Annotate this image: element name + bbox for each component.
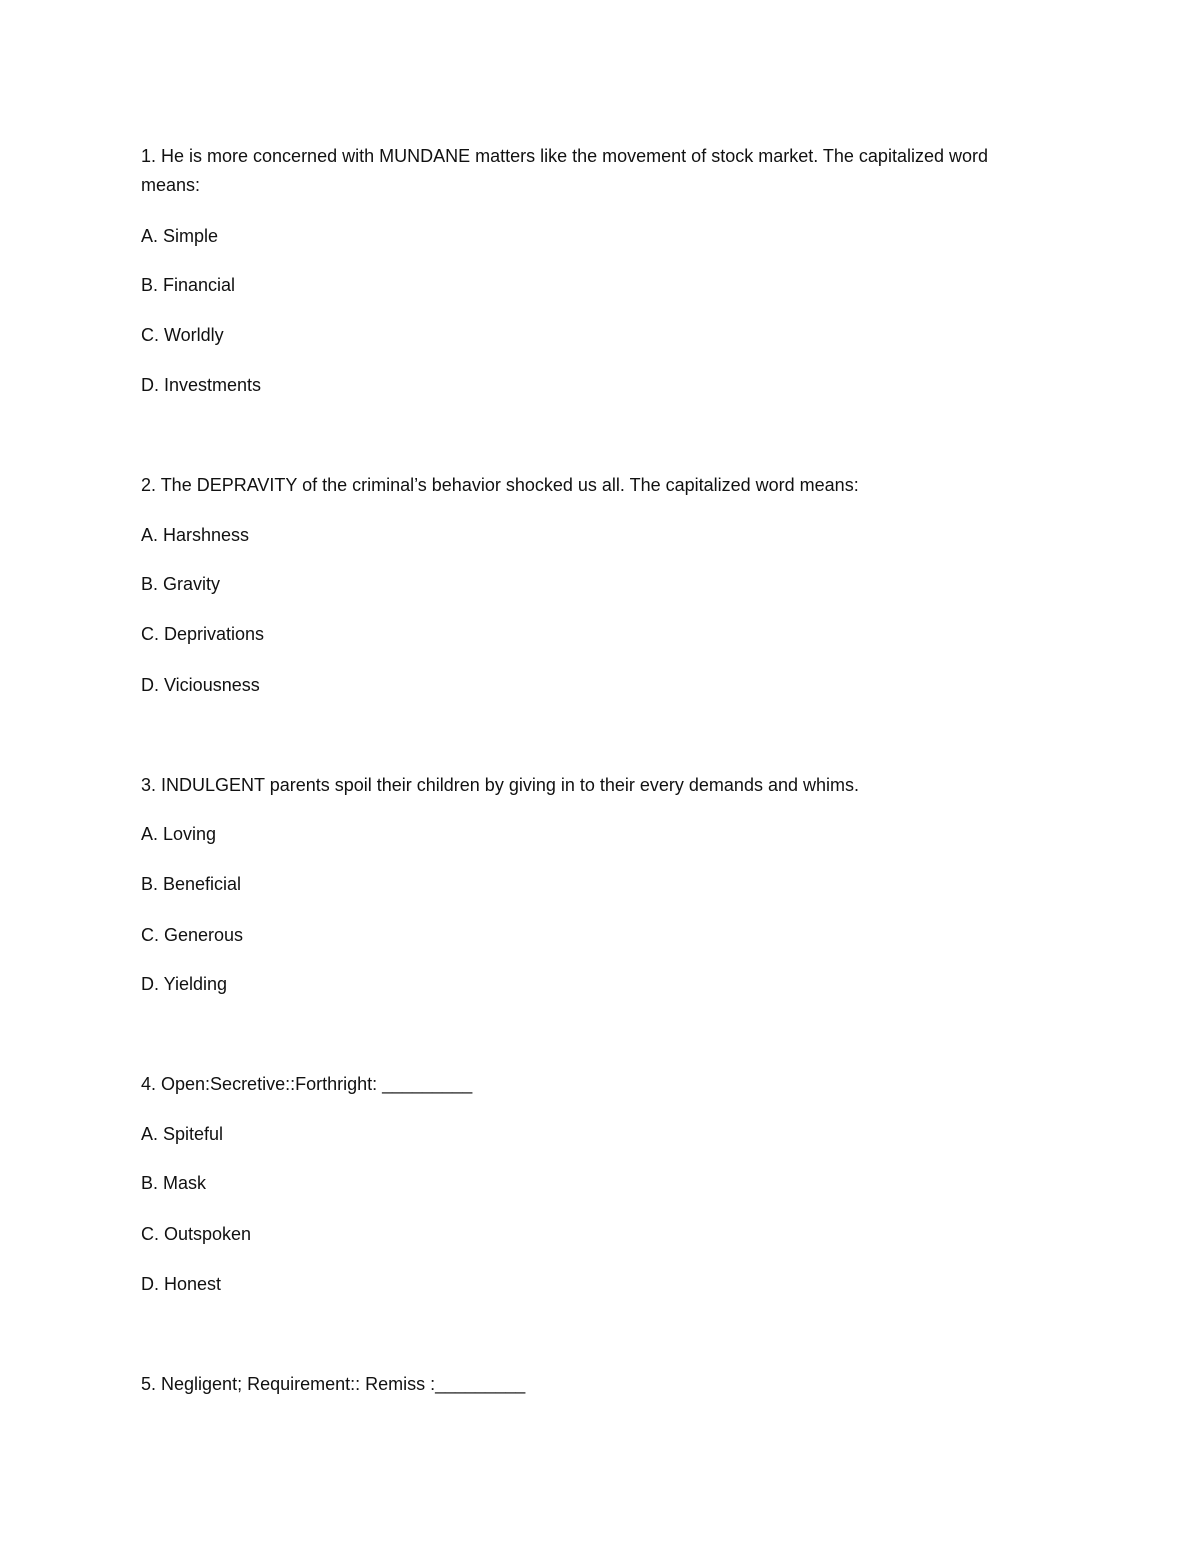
question-4-option-a: A. Spiteful	[141, 1124, 224, 1144]
question-1-text: 1. He is more concerned with MUNDANE matters like the movement of stock market. The capitalized word means:	[141, 146, 988, 195]
question-3-text: 3. INDULGENT parents spoil their children by giving in to their every demands and whims.	[141, 775, 859, 795]
question-2-option-b: B. Gravity	[141, 574, 221, 594]
question-1-option-b: B. Financial	[141, 275, 236, 295]
question-3-option-c: C. Generous	[141, 925, 244, 945]
question-1-option-d: D. Investments	[141, 375, 262, 395]
question-2-option-a: A. Harshness	[141, 525, 250, 545]
question-2-text: 2. The DEPRAVITY of the criminal’s behavior shocked us all. The capitalized word means:	[141, 475, 859, 495]
question-1-option-c: C. Worldly	[141, 325, 224, 345]
question-3-option-d: D. Yielding	[141, 974, 228, 994]
question-4-option-b: B. Mask	[141, 1173, 207, 1193]
question-3-option-b: B. Beneficial	[141, 874, 242, 894]
question-1-option-a: A. Simple	[141, 226, 219, 246]
question-5-text: 5. Negligent; Requirement:: Remiss :_________	[141, 1374, 526, 1394]
question-3-option-a: A. Loving	[141, 824, 217, 844]
question-4-option-c: C. Outspoken	[141, 1224, 252, 1244]
question-4-text: 4. Open:Secretive::Forthright: _________	[141, 1074, 473, 1094]
question-4-option-d: D. Honest	[141, 1274, 222, 1294]
question-2-option-d: D. Viciousness	[141, 675, 260, 695]
question-2-option-c: C. Deprivations	[141, 624, 265, 644]
